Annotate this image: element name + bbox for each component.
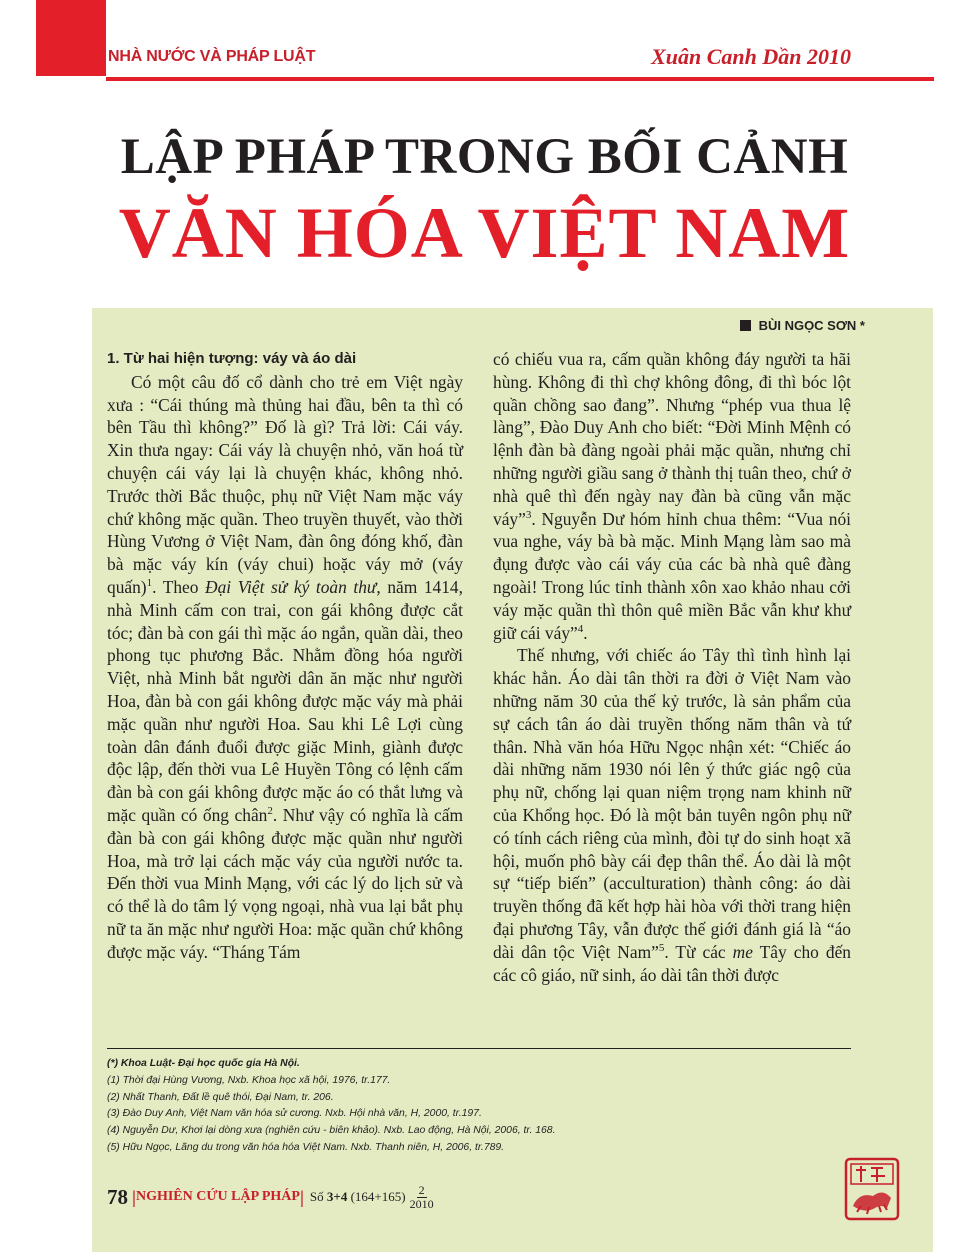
tiger-seal-icon — [843, 1156, 901, 1222]
author-byline — [740, 318, 865, 333]
paragraph: có chiếu vua ra, cấm quần không đáy người ta hãi hùng. Không đi thì chợ không đông, đi thì bóc lột quần chồng sao đang”. Nhưng “phép vua thua lệ làng”, Đào Duy Anh cho biết: “Đời Minh Mệnh có lệnh đàn bà đàng ngoài phải mặc quần, nhưng chỉ những người giầu sang ở thành thị tuân theo, chứ ở nhà quê thì đến ngày nay đàn bà cũng vẫn mặc váy”$^3$. Nguyễn Dư hóm hỉnh chua thêm: “Vua nói vua nghe, váy bà bà mặc. Minh Mạng làm sao mà đụng được vào cái váy của các bà nhà quê đàng ngoài! Trong lúc tỉnh thành xôn xao khảo nhau cởi váy mặc quần thì thôn quê miền Bắc vẫn khư khư giữ cái váy”$^4$. — [493, 349, 851, 643]
author-name: BÙI NGỌC SƠN * — [758, 318, 865, 333]
journal-name: NGHIÊN CỨU LẬP PHÁP — [135, 1189, 300, 1204]
footnote: (4) Nguyễn Dư, Khơi lại dòng xưa (nghiên cứu - biên khảo). Nxb. Lao động, Hà Nội, 2006, tr. 168. — [107, 1125, 556, 1137]
paragraph: Thế nhưng, với chiếc áo Tây thì tình hình lại khác hẳn. Áo dài tân thời ra đời ở Việt Nam vào những năm 30 của thế kỷ trước, là sản phẩm của sự cách tân áo dài truyền thống năm thân và tứ thân. Nhà văn hóa Hữu Ngọc nhận xét: “Chiếc áo dài những năm 1930 nói lên ý thức giác ngộ của phụ nữ, chống lại quan niệm trọng nam khinh nữ của Khổng học. Đó là một bản tuyên ngôn phụ nữ có tính cách riêng của mình, đòi tự do sinh hoạt xã hội, muốn phô bày cái đẹp thân thể. Áo dài là một sự “tiếp biến” (acculturation) thành công: áo dài truyền thống đã kết hợp hài hòa với thời trang hiện đại phương Tây, vẫn được thế giới đánh giá là “áo dài dân tộc Việt Nam”$^5$. Từ các me Tây cho đến các cô giáo, nữ sinh, áo dài tân thời được — [493, 645, 851, 985]
issue-date: $\frac{2}{2010}$ — [409, 1182, 434, 1211]
footnote-ref[interactable]: 4 — [577, 622, 584, 635]
header-rule — [106, 77, 934, 81]
footer-bar: | — [132, 1186, 136, 1207]
body-column-left — [107, 348, 463, 964]
header-red-block — [36, 0, 106, 76]
footnote: (2) Nhất Thanh, Đất lề quê thói, Đại Nam, tr. 206. — [107, 1091, 334, 1103]
article-title-line2: VĂN HÓA VIỆT NAM — [118, 193, 851, 273]
footnote: (5) Hữu Ngọc, Lãng du trong văn hóa hóa Việt Nam. Nxb. Thanh niên, H, 2006, tr.789. — [107, 1141, 505, 1153]
footnote: (*) Khoa Luật- Đại học quốc gia Hà Nội. — [107, 1058, 300, 1069]
footnote-ref[interactable]: 3 — [525, 508, 532, 521]
section-label: NHÀ NƯỚC VÀ PHÁP LUẬT — [108, 48, 316, 65]
page-number: 78 — [107, 1184, 128, 1209]
square-bullet-icon — [740, 320, 751, 331]
page-footer — [107, 1182, 434, 1212]
footnote-ref[interactable]: 5 — [658, 941, 665, 954]
issue-number: Số 3+4 (164+165) — [309, 1189, 406, 1204]
footnote-divider — [107, 1048, 851, 1049]
footnotes — [107, 1056, 847, 1157]
footnote-ref[interactable]: 1 — [146, 577, 153, 590]
article-title-line1: LẬP PHÁP TRONG BỐI CẢNH — [120, 129, 849, 185]
footer-bar: | — [299, 1186, 304, 1207]
issue-tag: Xuân Canh Dần 2010 — [651, 44, 851, 69]
section-heading: 1. Từ hai hiện tượng: váy và áo dài — [107, 350, 357, 367]
body-column-right — [493, 348, 851, 986]
paragraph: Có một câu đố cổ dành cho trẻ em Việt ngày xưa : “Cái thúng mà thủng hai đầu, bên ta thì có bên Tầu thì không?” Đố là gì? Trả lời: Cái váy. Xin thưa ngay: Cái váy là chuyện nhỏ, văn hoá từ chuyện cái váy lại là chuyện khác, không nhỏ. Trước thời Bắc thuộc, phụ nữ Việt Nam mặc váy chứ không mặc quần. Theo truyền thuyết, vào thời Hùng Vương ở Việt Nam, đàn ông đóng khố, đàn bà mặc váy kín (váy chui) hoặc váy mở (váy quấn)$^1$. Theo Đại Việt sử ký toàn thư, năm 1414, nhà Minh cấm con trai, con gái không được cắt tóc; đàn bà con gái thì mặc áo ngắn, quần dài, theo phong tục phương Bắc. Nhằm đồng hóa người Việt, nhà Minh bắt người dân ăn mặc như người Hoa, đàn bà con gái không được mặc váy mà phải mặc quần như người Hoa. Sau khi Lê Lợi cùng toàn dân đánh đuổi được giặc Minh, giành được độc lập, đến thời vua Lê Huyền Tông có lệnh cấm đàn bà con gái không được mặc áo có thắt lưng và mặc quần có ống chân$^2$. Như vậy có nghĩa là cấm đàn bà con gái không được mặc quần như người Hoa, mà trở lại cách mặc váy của người nước ta. Đến thời vua Minh Mạng, với các lý do lịch sử và có thể là do tâm lý vọng ngoại, nhà vua lại bắt phụ nữ ta ăn mặc như người Hoa: mặc quần chứ không được mặc váy. “Tháng Tám — [107, 371, 463, 962]
footnote: (3) Đào Duy Anh, Việt Nam văn hóa sử cương. Nxb. Hội nhà văn, H, 2000, tr.197. — [107, 1108, 482, 1120]
footnote: (1) Thời đại Hùng Vương, Nxb. Khoa học xã hội, 1976, tr.177. — [107, 1074, 391, 1086]
footnote-ref[interactable]: 2 — [267, 805, 273, 818]
